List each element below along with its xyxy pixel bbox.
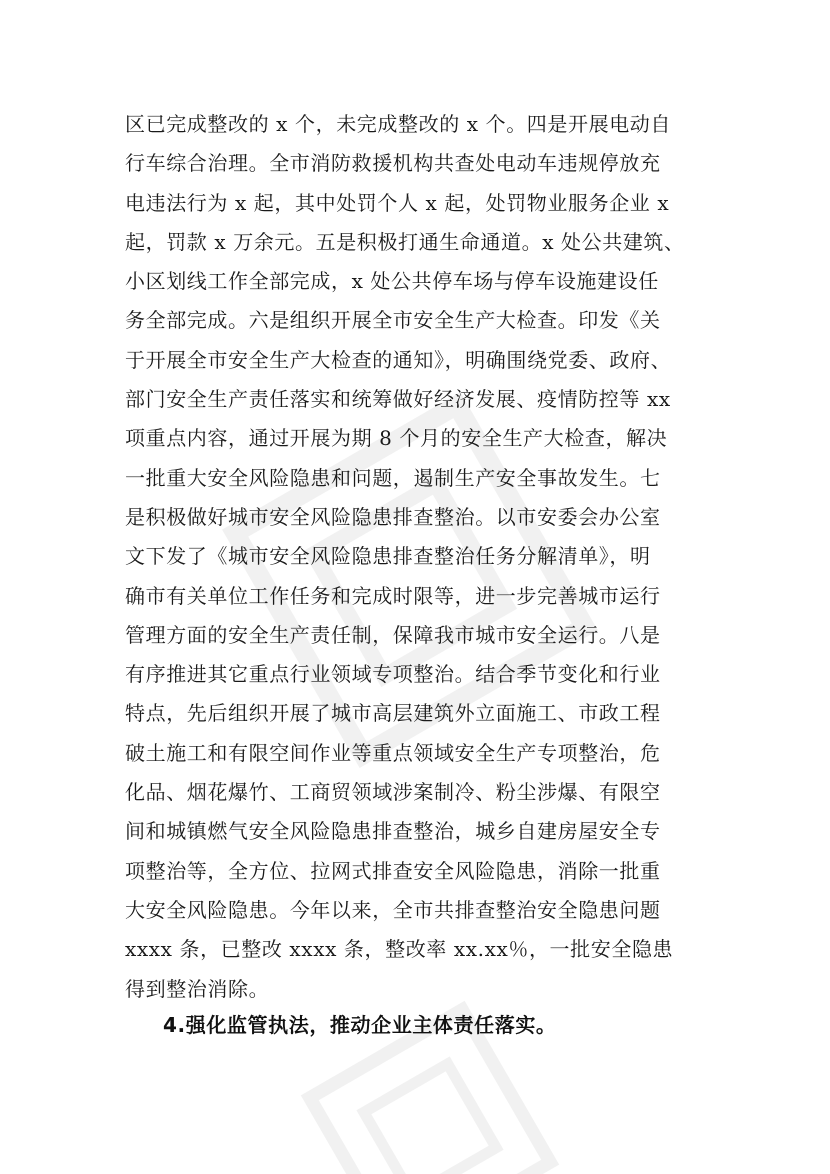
paragraph-line: 务全部完成。六是组织开展全市安全生产大检查。印发《关 — [125, 308, 661, 333]
paragraph-line: 有序推进其它重点行业领域专项整治。结合季节变化和行业 — [125, 662, 661, 687]
paragraph-line: 确市有关单位工作任务和完成时限等，进一步完善城市运行 — [125, 583, 661, 608]
section-heading: 4.强化监管执法，推动企业主体责任落实。 — [163, 1013, 557, 1037]
paragraph-line: 化品、烟花爆竹、工商贸领域涉案制冷、粉尘涉爆、有限空 — [125, 780, 661, 805]
paragraph-line: 区已完成整改的 x 个，未完成整改的 x 个。四是开展电动自 — [125, 112, 671, 136]
paragraph-line: 电违法行为 x 起，其中处罚个人 x 起，处罚物业服务企业 x — [125, 190, 670, 215]
paragraph-line: 是积极做好城市安全风险隐患排查整治。以市安委会办公室 — [125, 504, 661, 529]
paragraph-line: 一批重大安全风险隐患和问题，遏制生产安全事故发生。七 — [125, 465, 661, 490]
paragraph-line: 部门安全生产责任落实和统筹做好经济发展、疫情防控等 xx — [125, 387, 671, 412]
paragraph-line: 项重点内容，通过开展为期 8 个月的安全生产大检查，解决 — [125, 426, 668, 451]
paragraph-line: 间和城镇燃气安全风险隐患排查整治，城乡自建房屋安全专 — [125, 819, 661, 844]
paragraph-line: 起，罚款 x 万余元。五是积极打通生命通道。x 处公共建筑、 — [125, 229, 685, 254]
paragraph-line: 特点，先后组织开展了城市高层建筑外立面施工、市政工程 — [125, 701, 661, 726]
paragraph-line: 行车综合治理。全市消防救援机构共查处电动车违规停放充 — [125, 151, 661, 176]
paragraph-line: 得到整治消除。 — [125, 976, 270, 1001]
paragraph-line: xxxx 条，已整改 xxxx 条，整改率 xx.xx％，一批安全隐患 — [125, 937, 674, 962]
paragraph-line: 项整治等，全方位、拉网式排查安全风险隐患，消除一批重 — [125, 858, 661, 883]
paragraph-line: 破土施工和有限空间作业等重点领域安全生产专项整治，危 — [125, 740, 661, 765]
paragraph-line: 文下发了《城市安全风险隐患排查整治任务分解清单》，明 — [125, 544, 651, 569]
body-paragraph — [125, 105, 715, 1009]
paragraph-line: 小区划线工作全部完成，x 处公共停车场与停车设施建设任 — [125, 269, 659, 294]
paragraph-line: 于开展全市安全生产大检查的通知》，明确围绕党委、政府、 — [125, 347, 672, 372]
paragraph-line: 大安全风险隐患。今年以来，全市共排查整治安全隐患问题 — [125, 897, 661, 922]
paragraph-line: 管理方面的安全生产责任制，保障我市城市安全运行。八是 — [125, 622, 661, 647]
